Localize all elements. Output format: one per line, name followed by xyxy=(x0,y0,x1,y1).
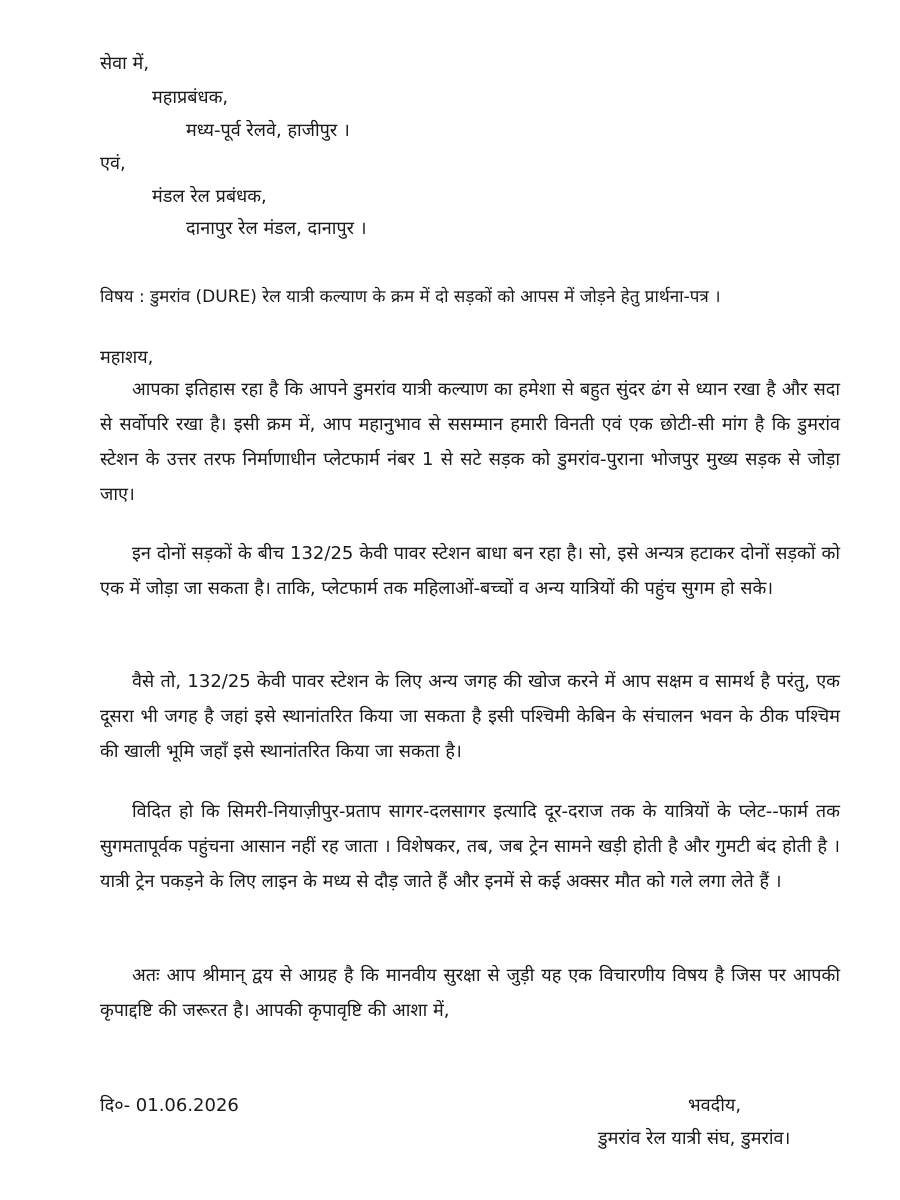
salutation-to: सेवा में, xyxy=(100,53,150,74)
paragraph-1 xyxy=(100,372,840,512)
paragraph-2-text: इन दोनों सड़कों के बीच 132/25 केवी पावर स्टेशन बाधा बन रहा है। सो, इसे अन्यत्र हटाकर दोनों सड़कों को एक में जोड़ा जा सकता है। ताकि, प्लेटफार्म तक महिलाओं-बच्चों व अन्य यात्रियों की पहुंच सुगम हो सके। xyxy=(100,543,840,599)
paragraph-3 xyxy=(100,664,840,769)
paragraph-2 xyxy=(100,536,840,606)
paragraph-4-text: विदित हो कि सिमरी-नियाज़ीपुर-प्रताप सागर-दलसागर इत्यादि दूर-दराज तक के यात्रियों के प्लेट--फार्म तक सुगमतापूर्वक पहुंचना आसान नहीं रह जाता । विशेषकर, तब, जब ट्रेन सामने खड़ी होती है और गुमटी बंद होती है । यात्री ट्रेन पकड़ने के लिए लाइन के मध्य से दौड़ जाते हैं और इनमें से कई अक्सर मौत को गले लगा लेते हैं । xyxy=(100,801,840,892)
paragraph-1-text: आपका इतिहास रहा है कि आपने डुमरांव यात्री कल्याण का हमेशा से बहुत सुंदर ढंग से ध्यान रखा है और सदा से सर्वोपरि रखा है। इसी क्रम में, आप महानुभाव से ससम्मान हमारी विनती एवं एक छोटी-सी मांग है कि डुमरांव स्टेशन के उत्तर तरफ निर्माणाधीन प्लेटफार्म नंबर 1 से सटे सड़क को डुमरांव-पुराना भोजपुर मुख्य सड़क से जोड़ा जाए। xyxy=(100,379,840,505)
paragraph-5-text: अतः आप श्रीमान् द्वय से आग्रह है कि मानवीय सुरक्षा से जुड़ी यह एक विचारणीय विषय है जिस पर आपकी कृपाद्दष्टि की जरूरत है। आपकी कृपावृष्टि की आशा में, xyxy=(100,965,840,1021)
greeting: महाशय, xyxy=(100,347,154,368)
letter-date: दि०- 01.06.2026 xyxy=(100,1095,239,1116)
recipient2-title: मंडल रेल प्रबंधक, xyxy=(152,186,267,207)
signature: डुमरांव रेल यात्री संघ, डुमरांव। xyxy=(598,1128,791,1149)
closing: भवदीय, xyxy=(688,1095,742,1116)
subject-line: विषय : डुमरांव (DURE) रेल यात्री कल्याण के क्रम में दो सड़कों को आपस में जोड़ने हेतु प्रार्थना-पत्र । xyxy=(100,287,721,307)
recipient1-title: महाप्रबंधक, xyxy=(152,87,229,108)
paragraph-3-text: वैसे तो, 132/25 केवी पावर स्टेशन के लिए अन्य जगह की खोज करने में आप सक्षम व सामर्थ है परंतु, एक दूसरा भी जगह है जहां इसे स्थानांतरित किया जा सकता है इसी पश्चिमी केबिन के संचालन भवन के ठीक पश्चिम की खाली भूमि जहॉं इसे स्थानांतरित किया जा सकता है। xyxy=(100,671,840,762)
recipient2-office: दानापुर रेल मंडल, दानापुर । xyxy=(186,218,367,239)
recipient1-office: मध्य-पूर्व रेलवे, हाजीपुर । xyxy=(186,120,350,141)
conjunction: एवं, xyxy=(100,153,126,174)
paragraph-4 xyxy=(100,794,840,899)
paragraph-5 xyxy=(100,958,840,1028)
